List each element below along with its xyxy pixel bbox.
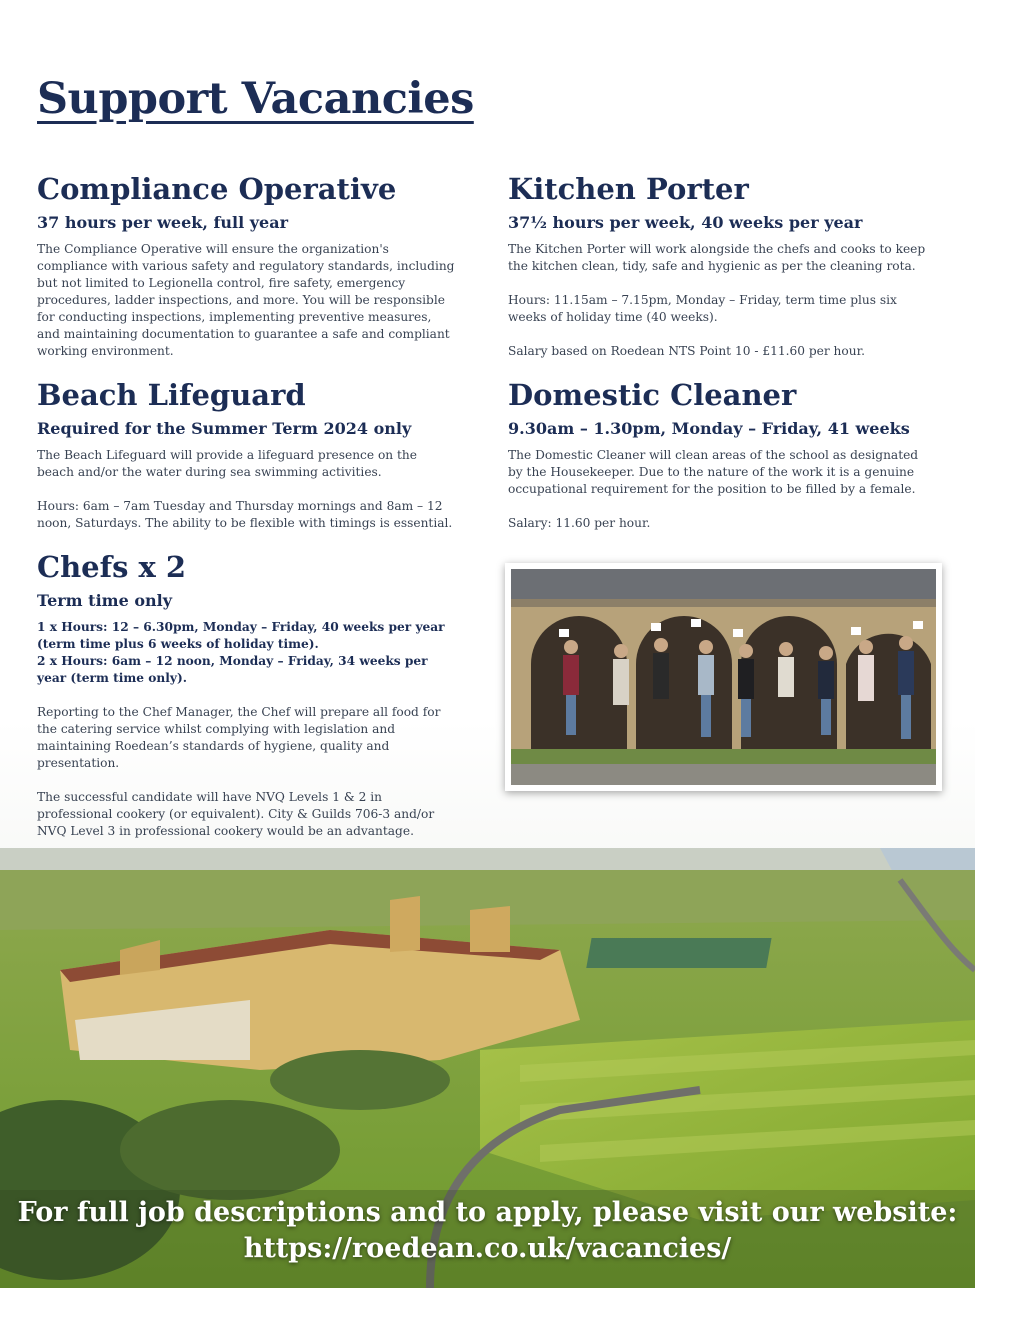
job-title: Chefs x 2 [37,550,187,584]
job-subtitle: 9.30am – 1.30pm, Monday – Friday, 41 weeks [508,419,910,438]
vacancies-link[interactable]: https://roedean.co.uk/vacancies/ [243,1233,732,1264]
job-description: The Kitchen Porter will work alongside the chefs and cooks to keep the kitchen clean, tidy, safe and hygienic as per the cleaning rota. [508,242,926,273]
students-photo [505,563,942,791]
right-column [508,172,928,550]
page-title: Support Vacancies [37,74,474,124]
job-subtitle: 37 hours per week, full year [37,213,289,232]
job-salary: Salary: 11.60 per hour. [508,516,651,530]
job-salary: Salary based on Roedean NTS Point 10 - £11.60 per hour. [508,344,865,358]
job-subtitle: Required for the Summer Term 2024 only [37,419,412,438]
job-hours: Hours: 6am – 7am Tuesday and Thursday mornings and 8am – 12 noon, Saturdays. The ability to be flexible with timings is essential. [37,499,453,530]
job-hours-line: 2 x Hours: 6am – 12 noon, Monday – Friday, 34 weeks per year (term time only). [37,654,428,685]
job-title: Beach Lifeguard [37,378,306,412]
job-title: Compliance Operative [37,172,397,206]
job-description: The Domestic Cleaner will clean areas of the school as designated by the Housekeeper. Due to the nature of the work it is a genuine occupational requirement for the position to be filled by a female. [508,448,919,496]
footer-cta [0,1195,975,1267]
job-requirements: The successful candidate will have NVQ Levels 1 & 2 in professional cookery (or equivalent). City & Guilds 706-3 and/or NVQ Level 3 in professional cookery would be an advantage. [37,790,435,838]
job-chefs [37,550,457,840]
job-hours: Hours: 11.15am – 7.15pm, Monday – Friday, term time plus six weeks of holiday time (40 weeks). [508,293,897,324]
job-hours-line: 1 x Hours: 12 – 6.30pm, Monday – Friday, 40 weeks per year (term time plus 6 weeks of holiday time). [37,620,445,651]
job-subtitle: Term time only [37,591,173,610]
job-title: Domestic Cleaner [508,378,797,412]
job-title: Kitchen Porter [508,172,749,206]
job-kitchen-porter [508,172,928,360]
job-domestic-cleaner [508,378,928,532]
job-subtitle: 37½ hours per week, 40 weeks per year [508,213,863,232]
job-description: The Compliance Operative will ensure the organization's compliance with various safety and regulatory standards, including but not limited to Legionella control, fire safety, emergency procedures, ladder inspections, and more. You will be responsible for conducting inspections, implementing preventive measures, and maintaining documentation to guarantee a safe and compliant working environment. [37,242,455,358]
footer-text: For full job descriptions and to apply, please visit our website: [17,1197,958,1228]
job-description: The Beach Lifeguard will provide a lifeguard presence on the beach and/or the water during sea swimming activities. [37,448,417,479]
job-beach-lifeguard [37,378,457,532]
left-column [37,172,457,858]
job-description: Reporting to the Chef Manager, the Chef will prepare all food for the catering service whilst complying with legislation and maintaining Roedean’s standards of hygiene, quality and presentation. [37,705,441,770]
job-compliance-operative [37,172,457,360]
